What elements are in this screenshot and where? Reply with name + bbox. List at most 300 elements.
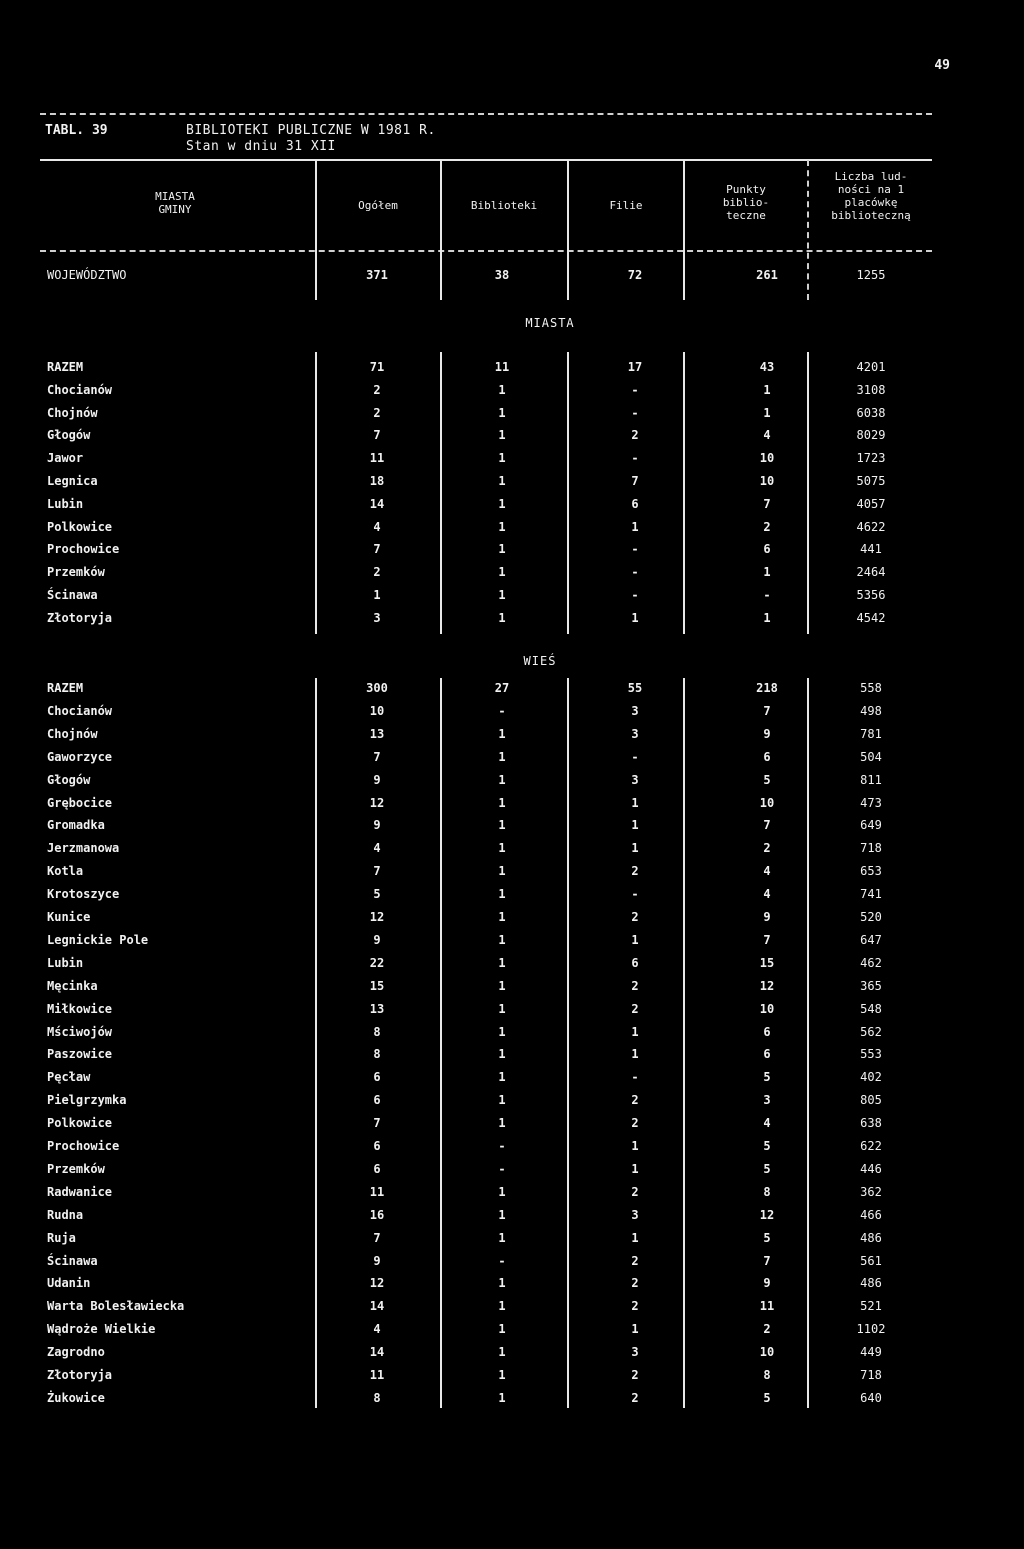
- cell-ogolem: 2: [373, 382, 381, 397]
- table-row: [0, 1391, 1024, 1413]
- cell-liczba: 805: [860, 1093, 882, 1108]
- cell-biblioteki: 1: [498, 1322, 506, 1337]
- cell-ogolem: 22: [369, 955, 385, 970]
- cell-liczba: 647: [860, 932, 882, 947]
- cell-biblioteki: 1: [498, 1368, 506, 1382]
- cell-liczba: 640: [860, 1390, 882, 1405]
- row-name: Miłkowice: [47, 1001, 113, 1016]
- table-row: [0, 1368, 1024, 1390]
- cell-punkty: -: [763, 588, 771, 602]
- header-filie: Filie: [609, 199, 643, 212]
- cell-liczba: 446: [860, 1161, 882, 1176]
- cell-punkty: 10: [759, 1345, 775, 1360]
- cell-biblioteki: 1: [498, 405, 506, 420]
- cell-ogolem: 4: [373, 1322, 381, 1337]
- cell-liczba: 449: [860, 1345, 882, 1360]
- row-name: Żukowice: [47, 1390, 105, 1405]
- cell-liczba: 561: [860, 1253, 882, 1268]
- section-head-wies: WIEŚ: [523, 654, 557, 668]
- cell-filie: 1: [631, 841, 639, 856]
- header-top-rule: [40, 159, 932, 161]
- row-name: Jerzmanowa: [47, 841, 120, 856]
- cell-filie: 1: [631, 1322, 639, 1337]
- cell-ogolem: 12: [369, 1276, 385, 1291]
- row-name: Zagrodno: [47, 1345, 105, 1360]
- cell-liczba: 548: [860, 1001, 882, 1016]
- cell-biblioteki: -: [498, 703, 506, 718]
- cell-ogolem: 371: [366, 268, 388, 282]
- cell-ogolem: 9: [373, 932, 381, 947]
- row-name: Chojnów: [47, 405, 98, 420]
- cell-ogolem: 16: [369, 1207, 385, 1222]
- cell-filie: 7: [631, 474, 639, 488]
- cell-biblioteki: 1: [498, 474, 506, 488]
- cell-ogolem: 6: [373, 1161, 381, 1176]
- table-subtitle: Stan w dniu 31 XII: [186, 139, 336, 154]
- cell-ogolem: 8: [373, 1390, 381, 1405]
- table-row: [0, 727, 1024, 749]
- cell-ogolem: 12: [369, 795, 385, 810]
- cell-liczba: 362: [860, 1184, 882, 1199]
- row-name: Chocianów: [47, 382, 113, 397]
- cell-punkty: 8: [763, 1368, 771, 1382]
- cell-ogolem: 9: [373, 818, 381, 833]
- cell-biblioteki: -: [498, 1161, 506, 1176]
- row-name: Grębocice: [47, 795, 113, 810]
- row-name: Lubin: [47, 955, 84, 970]
- cell-filie: -: [631, 405, 639, 420]
- cell-punkty: 1: [763, 382, 771, 397]
- cell-punkty: 1: [763, 610, 771, 625]
- cell-biblioteki: 1: [498, 955, 506, 970]
- row-name: Ścinawa: [47, 588, 98, 602]
- cell-punkty: 6: [763, 1047, 771, 1062]
- row-name: Mściwojów: [47, 1024, 113, 1039]
- table-row: [0, 1025, 1024, 1047]
- cell-liczba: 5075: [856, 474, 886, 488]
- cell-biblioteki: -: [498, 1139, 506, 1153]
- cell-punkty: 2: [763, 1322, 771, 1337]
- cell-punkty: 7: [763, 818, 771, 833]
- cell-punkty: 10: [759, 1001, 775, 1016]
- cell-filie: 2: [631, 1299, 639, 1314]
- cell-filie: 3: [631, 1345, 639, 1360]
- cell-liczba: 638: [860, 1116, 882, 1131]
- cell-ogolem: 14: [369, 496, 385, 511]
- cell-biblioteki: 1: [498, 1070, 506, 1085]
- header-biblioteki: Biblioteki: [470, 199, 538, 212]
- row-name: Pielgrzymka: [47, 1093, 127, 1108]
- table-row: [0, 818, 1024, 840]
- row-name: Głogów: [47, 428, 91, 443]
- cell-liczba: 486: [860, 1230, 882, 1245]
- cell-biblioteki: 27: [494, 681, 510, 695]
- cell-punkty: 5: [763, 1230, 771, 1245]
- cell-filie: -: [631, 588, 639, 602]
- cell-biblioteki: 1: [498, 1047, 506, 1062]
- table-row: [0, 956, 1024, 978]
- cell-biblioteki: 1: [498, 1207, 506, 1222]
- cell-liczba: 811: [860, 772, 882, 787]
- cell-liczba: 5356: [856, 588, 886, 602]
- row-name: Legnica: [47, 474, 98, 488]
- cell-filie: 2: [631, 864, 639, 879]
- table-row: [0, 1162, 1024, 1184]
- cell-filie: 3: [631, 1207, 639, 1222]
- cell-liczba: 402: [860, 1070, 882, 1085]
- cell-ogolem: 1: [373, 588, 381, 602]
- cell-liczba: 553: [860, 1047, 882, 1062]
- cell-liczba: 622: [860, 1139, 882, 1153]
- cell-liczba: 520: [860, 910, 882, 924]
- header-ogolem: Ogółem: [358, 199, 398, 212]
- table-row: [0, 1070, 1024, 1092]
- row-name: Przemków: [47, 565, 105, 580]
- cell-punkty: 5: [763, 1161, 771, 1176]
- cell-biblioteki: 1: [498, 1024, 506, 1039]
- row-name: Warta Bolesławiecka: [47, 1299, 185, 1314]
- row-name: Męcinka: [47, 978, 98, 993]
- section-head-miasta: MIASTA: [525, 316, 575, 330]
- cell-liczba: 562: [860, 1024, 882, 1039]
- cell-filie: 2: [631, 1368, 639, 1382]
- cell-punkty: 6: [763, 542, 771, 557]
- table-row: [0, 565, 1024, 587]
- cell-liczba: 466: [860, 1207, 882, 1222]
- table-row: [0, 887, 1024, 909]
- cell-punkty: 7: [763, 932, 771, 947]
- row-name: Prochowice: [47, 542, 120, 557]
- row-name: Złotoryja: [47, 1368, 113, 1382]
- row-name: Przemków: [47, 1161, 105, 1176]
- cell-liczba: 486: [860, 1276, 882, 1291]
- table-row: [0, 451, 1024, 473]
- cell-punkty: 10: [759, 451, 775, 466]
- row-name: Chojnów: [47, 726, 98, 741]
- row-name: RAZEM: [47, 681, 84, 695]
- cell-liczba: 504: [860, 749, 882, 764]
- cell-biblioteki: 1: [498, 910, 506, 924]
- table-row: [0, 428, 1024, 450]
- cell-punkty: 6: [763, 749, 771, 764]
- row-name: Udanin: [47, 1276, 91, 1291]
- cell-punkty: 5: [763, 1390, 771, 1405]
- wojewodztwo-row: [0, 268, 1024, 290]
- table-row: [0, 1276, 1024, 1298]
- cell-ogolem: 4: [373, 841, 381, 856]
- row-name: Polkowice: [47, 1116, 113, 1131]
- cell-ogolem: 7: [373, 1230, 381, 1245]
- cell-biblioteki: -: [498, 1253, 506, 1268]
- cell-liczba: 558: [860, 681, 882, 695]
- cell-biblioteki: 1: [498, 496, 506, 511]
- cell-punkty: 1: [763, 565, 771, 580]
- cell-punkty: 4: [763, 1116, 771, 1131]
- table-row: [0, 796, 1024, 818]
- cell-liczba: 1723: [856, 451, 886, 466]
- cell-ogolem: 14: [369, 1345, 385, 1360]
- cell-ogolem: 7: [373, 1116, 381, 1131]
- cell-biblioteki: 1: [498, 519, 506, 534]
- cell-filie: 2: [631, 978, 639, 993]
- cell-punkty: 1: [763, 405, 771, 420]
- table-row: [0, 910, 1024, 932]
- cell-filie: 2: [631, 1116, 639, 1131]
- cell-biblioteki: 1: [498, 1299, 506, 1314]
- cell-ogolem: 6: [373, 1093, 381, 1108]
- cell-biblioteki: 1: [498, 932, 506, 947]
- header-bottom-rule: [40, 250, 932, 252]
- table-row: [0, 542, 1024, 564]
- cell-ogolem: 4: [373, 519, 381, 534]
- cell-ogolem: 9: [373, 772, 381, 787]
- row-name: Lubin: [47, 496, 84, 511]
- table-row: [0, 841, 1024, 863]
- cell-biblioteki: 1: [498, 1230, 506, 1245]
- cell-filie: 1: [631, 932, 639, 947]
- row-name: Radwanice: [47, 1184, 113, 1199]
- row-name: Złotoryja: [47, 610, 113, 625]
- cell-punkty: 9: [763, 1276, 771, 1291]
- cell-biblioteki: 1: [498, 428, 506, 443]
- cell-filie: 2: [631, 1001, 639, 1016]
- cell-ogolem: 8: [373, 1047, 381, 1062]
- cell-filie: 2: [631, 1253, 639, 1268]
- row-name: Paszowice: [47, 1047, 113, 1062]
- table-row: [0, 1002, 1024, 1024]
- cell-filie: 6: [631, 955, 639, 970]
- cell-filie: -: [631, 1070, 639, 1085]
- cell-punkty: 2: [763, 841, 771, 856]
- header-liczba: Liczba lud- ności na 1 placówkę biblioteczną: [831, 170, 911, 222]
- cell-filie: -: [631, 749, 639, 764]
- cell-filie: 2: [631, 1390, 639, 1405]
- cell-biblioteki: 1: [498, 1116, 506, 1131]
- cell-punkty: 5: [763, 1139, 771, 1153]
- cell-liczba: 3108: [856, 382, 886, 397]
- cell-ogolem: 7: [373, 428, 381, 443]
- cell-ogolem: 71: [369, 360, 385, 374]
- table-row: [0, 704, 1024, 726]
- cell-ogolem: 2: [373, 405, 381, 420]
- table-row: [0, 1231, 1024, 1253]
- table-row: [0, 750, 1024, 772]
- table-row: [0, 933, 1024, 955]
- table-row: [0, 773, 1024, 795]
- cell-liczba: 521: [860, 1299, 882, 1314]
- cell-liczba: 718: [860, 841, 882, 856]
- cell-filie: 1: [631, 519, 639, 534]
- cell-biblioteki: 1: [498, 841, 506, 856]
- cell-liczba: 649: [860, 818, 882, 833]
- cell-punkty: 15: [759, 955, 775, 970]
- cell-filie: -: [631, 542, 639, 557]
- table-row: [0, 383, 1024, 405]
- cell-ogolem: 11: [369, 451, 385, 466]
- row-name: Kotla: [47, 864, 84, 879]
- row-name: Gaworzyce: [47, 749, 113, 764]
- cell-biblioteki: 1: [498, 887, 506, 902]
- row-name: Jawor: [47, 451, 84, 466]
- cell-biblioteki: 1: [498, 451, 506, 466]
- cell-ogolem: 10: [369, 703, 385, 718]
- cell-biblioteki: 38: [494, 268, 510, 282]
- cell-punkty: 7: [763, 496, 771, 511]
- row-name: Chocianów: [47, 703, 113, 718]
- cell-filie: 2: [631, 1184, 639, 1199]
- cell-filie: 1: [631, 818, 639, 833]
- cell-ogolem: 300: [366, 681, 388, 695]
- cell-filie: 3: [631, 772, 639, 787]
- table-row: [0, 588, 1024, 610]
- cell-biblioteki: 1: [498, 864, 506, 879]
- row-name: Prochowice: [47, 1139, 120, 1153]
- cell-punkty: 5: [763, 1070, 771, 1085]
- cell-liczba: 1255: [856, 268, 886, 282]
- row-name: RAZEM: [47, 360, 84, 374]
- cell-biblioteki: 1: [498, 1276, 506, 1291]
- cell-filie: -: [631, 382, 639, 397]
- table-label: TABL. 39: [45, 123, 108, 138]
- page-number: 49: [934, 58, 950, 73]
- cell-ogolem: 6: [373, 1070, 381, 1085]
- header-miasta-gminy: MIASTA GMINY: [155, 190, 195, 216]
- cell-liczba: 4622: [856, 519, 886, 534]
- cell-biblioteki: 1: [498, 978, 506, 993]
- row-name: Ruja: [47, 1230, 76, 1245]
- cell-biblioteki: 1: [498, 565, 506, 580]
- cell-ogolem: 13: [369, 1001, 385, 1016]
- table-row: [0, 1345, 1024, 1367]
- row-name: Wądroże Wielkie: [47, 1322, 156, 1337]
- cell-biblioteki: 1: [498, 726, 506, 741]
- cell-biblioteki: 1: [498, 382, 506, 397]
- table-row: [0, 1093, 1024, 1115]
- cell-biblioteki: 1: [498, 1001, 506, 1016]
- cell-ogolem: 6: [373, 1139, 381, 1153]
- cell-filie: 1: [631, 1047, 639, 1062]
- table-row: [0, 681, 1024, 703]
- cell-liczba: 441: [860, 542, 882, 557]
- table-row: [0, 1116, 1024, 1138]
- cell-biblioteki: 1: [498, 1184, 506, 1199]
- row-name: Pęcław: [47, 1070, 91, 1085]
- cell-punkty: 43: [759, 360, 775, 374]
- row-name: Rudna: [47, 1207, 84, 1222]
- cell-punkty: 4: [763, 887, 771, 902]
- table-row: [0, 611, 1024, 633]
- cell-ogolem: 13: [369, 726, 385, 741]
- cell-liczba: 2464: [856, 565, 886, 580]
- cell-ogolem: 8: [373, 1024, 381, 1039]
- row-name: Głogów: [47, 772, 91, 787]
- cell-filie: -: [631, 887, 639, 902]
- table-row: [0, 864, 1024, 886]
- row-name: Legnickie Pole: [47, 932, 149, 947]
- cell-liczba: 718: [860, 1368, 882, 1382]
- cell-biblioteki: 1: [498, 1093, 506, 1108]
- cell-punkty: 9: [763, 910, 771, 924]
- cell-filie: 1: [631, 610, 639, 625]
- cell-biblioteki: 1: [498, 772, 506, 787]
- table-row: [0, 1139, 1024, 1161]
- cell-liczba: 8029: [856, 428, 886, 443]
- table-row: [0, 360, 1024, 382]
- cell-filie: 72: [627, 268, 643, 282]
- cell-liczba: 4201: [856, 360, 886, 374]
- cell-ogolem: 3: [373, 610, 381, 625]
- cell-liczba: 462: [860, 955, 882, 970]
- row-name: Polkowice: [47, 519, 113, 534]
- cell-ogolem: 5: [373, 887, 381, 902]
- cell-punkty: 11: [759, 1299, 775, 1314]
- cell-punkty: 7: [763, 1253, 771, 1268]
- cell-biblioteki: 1: [498, 1390, 506, 1405]
- table-row: [0, 979, 1024, 1001]
- cell-ogolem: 12: [369, 910, 385, 924]
- cell-filie: 2: [631, 428, 639, 443]
- cell-punkty: 4: [763, 864, 771, 879]
- cell-ogolem: 14: [369, 1299, 385, 1314]
- cell-biblioteki: 1: [498, 818, 506, 833]
- row-name: WOJEWÓDZTWO: [47, 268, 127, 282]
- cell-filie: 1: [631, 795, 639, 810]
- cell-filie: -: [631, 565, 639, 580]
- cell-ogolem: 9: [373, 1253, 381, 1268]
- cell-punkty: 9: [763, 726, 771, 741]
- cell-punkty: 7: [763, 703, 771, 718]
- cell-ogolem: 11: [369, 1184, 385, 1199]
- cell-filie: 1: [631, 1139, 639, 1153]
- cell-ogolem: 7: [373, 749, 381, 764]
- cell-filie: 17: [627, 360, 643, 374]
- table-row: [0, 1185, 1024, 1207]
- cell-punkty: 218: [756, 681, 778, 695]
- cell-ogolem: 7: [373, 542, 381, 557]
- cell-liczba: 365: [860, 978, 882, 993]
- cell-biblioteki: 1: [498, 795, 506, 810]
- table-row: [0, 1299, 1024, 1321]
- table-row: [0, 520, 1024, 542]
- cell-biblioteki: 1: [498, 1345, 506, 1360]
- row-name: Ścinawa: [47, 1253, 98, 1268]
- table-row: [0, 406, 1024, 428]
- cell-liczba: 741: [860, 887, 882, 902]
- cell-filie: 1: [631, 1230, 639, 1245]
- cell-ogolem: 15: [369, 978, 385, 993]
- cell-ogolem: 18: [369, 474, 385, 488]
- cell-punkty: 12: [759, 1207, 775, 1222]
- top-rule: [40, 113, 932, 115]
- table-row: [0, 474, 1024, 496]
- cell-punkty: 3: [763, 1093, 771, 1108]
- cell-filie: 2: [631, 1276, 639, 1291]
- cell-liczba: 473: [860, 795, 882, 810]
- cell-filie: 2: [631, 1093, 639, 1108]
- cell-punkty: 12: [759, 978, 775, 993]
- cell-liczba: 4057: [856, 496, 886, 511]
- row-name: Gromadka: [47, 818, 105, 833]
- cell-filie: 3: [631, 726, 639, 741]
- cell-liczba: 781: [860, 726, 882, 741]
- cell-liczba: 653: [860, 864, 882, 879]
- cell-punkty: 10: [759, 795, 775, 810]
- cell-biblioteki: 11: [494, 360, 510, 374]
- row-name: Kunice: [47, 910, 91, 924]
- row-name: Krotoszyce: [47, 887, 120, 902]
- cell-biblioteki: 1: [498, 610, 506, 625]
- table-title: BIBLIOTEKI PUBLICZNE W 1981 R.: [186, 123, 436, 138]
